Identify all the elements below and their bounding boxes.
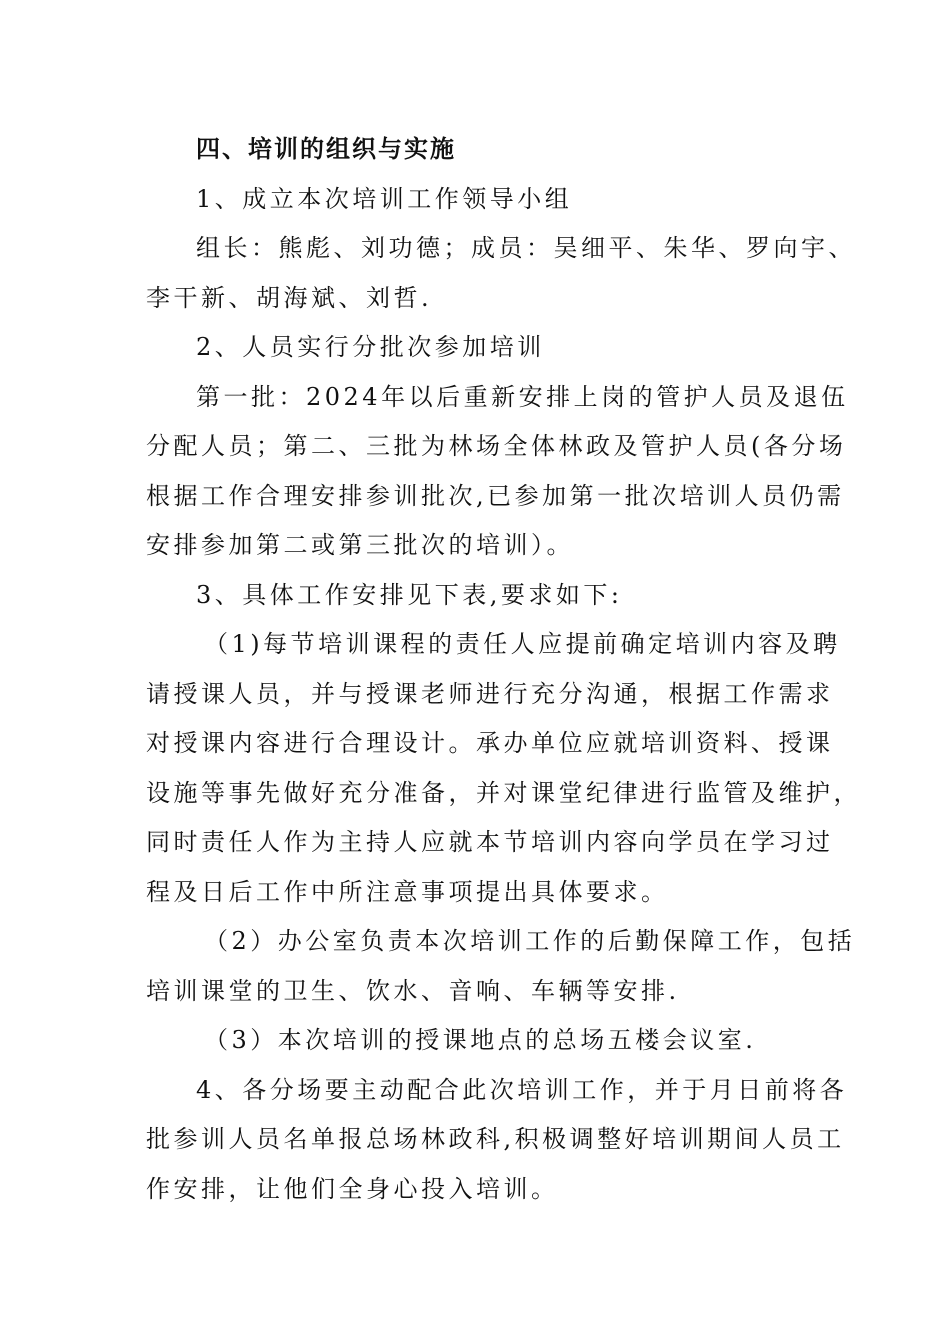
paragraph-line: 程及日后工作中所注意事项提出具体要求。 — [146, 877, 669, 906]
item-3-title: 3、具体工作安排见下表,要求如下: — [196, 580, 623, 609]
document-body — [146, 125, 861, 1214]
paragraph-line: 批参训人员名单报总场林政科,积极调整好培训期间人员工 — [146, 1125, 845, 1153]
section-heading: 四、培训的组织与实施 — [196, 135, 456, 163]
paragraph-line: 安排参加第二或第三批次的培训）。 — [146, 531, 574, 559]
item-4-title: 4、各分场要主动配合此次培训工作，并于月日前将各 — [196, 1075, 848, 1104]
item-1-title: 1、成立本次培训工作领导小组 — [196, 184, 573, 213]
paragraph-line: 同时责任人作为主持人应就本节培训内容向学员在学习过 — [146, 828, 834, 856]
paragraph-line: （3）本次培训的授课地点的总场五楼会议室. — [204, 1026, 757, 1054]
paragraph-line: （2）办公室负责本次培训工作的后勤保障工作，包括 — [204, 927, 856, 955]
paragraph-line: 作安排，让他们全身心投入培训。 — [146, 1174, 559, 1203]
paragraph-line: 设施等事先做好充分准备，并对课堂纪律进行监管及维护， — [146, 778, 861, 807]
paragraph-line: 根据工作合理安排参训批次,已参加第一批次培训人员仍需 — [146, 481, 845, 510]
item-2-title: 2、人员实行分批次参加培训 — [196, 333, 545, 361]
paragraph-line: 组长：熊彪、刘功德；成员：吴细平、朱华、罗向宇、 — [196, 234, 856, 262]
paragraph-line: 对授课内容进行合理设计。承办单位应就培训资料、授课 — [146, 729, 834, 757]
paragraph-line: 培训课堂的卫生、饮水、音响、车辆等安排. — [146, 976, 680, 1005]
paragraph-line: 李干新、胡海斌、刘哲. — [146, 283, 433, 312]
paragraph-line: （1)每节培训课程的责任人应提前确定培训内容及聘 — [204, 630, 841, 658]
paragraph-line: 第一批：2024年以后重新安排上岗的管护人员及退伍 — [196, 382, 849, 411]
paragraph-line: 请授课人员，并与授课老师进行充分沟通，根据工作需求 — [146, 679, 834, 708]
paragraph-line: 分配人员；第二、三批为林场全体林政及管护人员(各分场 — [146, 432, 847, 460]
